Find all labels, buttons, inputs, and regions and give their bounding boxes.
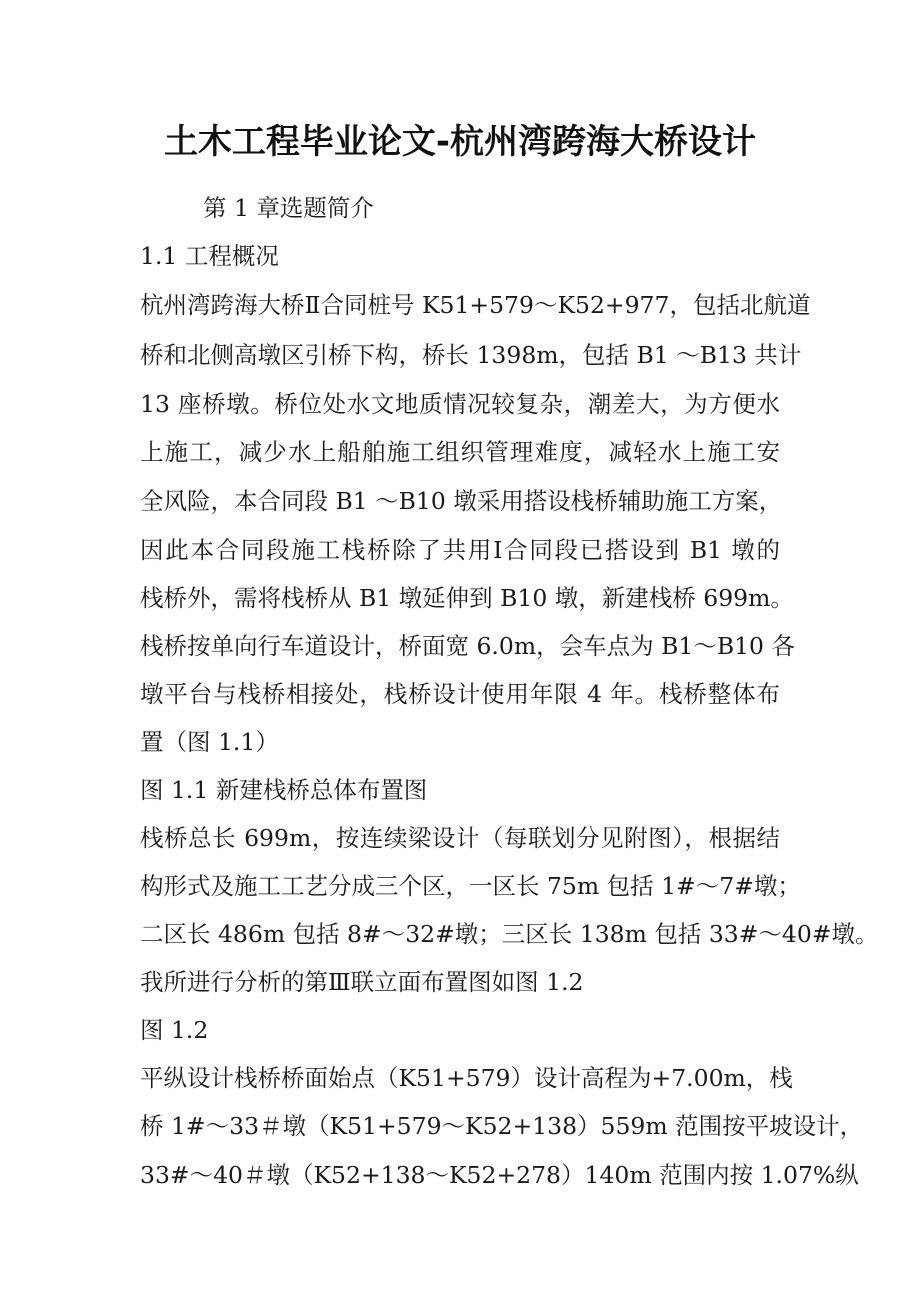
paragraph-line: 桥 1#～33＃墩（K51+579～K52+138）559m 范围按平坡设计， xyxy=(140,1112,864,1140)
paragraph-line: 杭州湾跨海大桥Ⅱ合同桩号 K51+579～K52+977，包括北航道 xyxy=(140,291,811,319)
section-heading: 1.1 工程概况 xyxy=(140,242,279,270)
paragraph-line: 栈桥总长 699m，按连续梁设计（每联划分见附图），根据结 xyxy=(140,824,780,852)
paragraph-line: 13 座桥墩。桥位处水文地质情况较复杂，潮差大，为方便水 xyxy=(140,390,780,418)
paragraph-line: 置（图 1.1） xyxy=(140,728,279,756)
paragraph-line: 构形式及施工工艺分成三个区，一区长 75m 包括 1#～7#墩； xyxy=(140,872,801,900)
figure-caption: 图 1.1 新建栈桥总体布置图 xyxy=(140,776,428,804)
paragraph-line: 二区长 486m 包括 8#～32#墩；三区长 138m 包括 33#～40#墩。 xyxy=(140,920,879,948)
paragraph-line: 全风险，本合同段 B1 ～B10 墩采用搭设栈桥辅助施工方案， xyxy=(140,487,783,515)
paragraph-line: 墩平台与栈桥相接处，栈桥设计使用年限 4 年。栈桥整体布 xyxy=(140,680,780,708)
paragraph-line: 栈桥外，需将栈桥从 B1 墩延伸到 B10 墩，新建栈桥 699m。 xyxy=(140,584,794,612)
chapter-heading: 第 1 章选题简介 xyxy=(203,194,374,222)
paragraph-line: 我所进行分析的第Ⅲ联立面布置图如图 1.2 xyxy=(140,968,584,996)
figure-caption: 图 1.2 xyxy=(140,1016,209,1044)
paragraph-line: 平纵设计栈桥桥面始点（K51+579）设计高程为+7.00m，栈 xyxy=(140,1064,793,1092)
document-title: 土木工程毕业论文-杭州湾跨海大桥设计 xyxy=(163,122,757,162)
paragraph-line: 桥和北侧高墩区引桥下构，桥长 1398m，包括 B1 ～B13 共计 xyxy=(140,341,802,369)
paragraph-line: 因此本合同段施工栈桥除了共用Ⅰ合同段已搭设到 B1 墩的 xyxy=(140,536,780,564)
paragraph-line: 上施工，减少水上船舶施工组织管理难度，减轻水上施工安 xyxy=(140,438,780,466)
paragraph-line: 栈桥按单向行车道设计，桥面宽 6.0m，会车点为 B1～B10 各 xyxy=(140,632,795,660)
paragraph-line: 33#～40＃墩（K52+138～K52+278）140m 范围内按 1.07%纵 xyxy=(140,1161,859,1189)
